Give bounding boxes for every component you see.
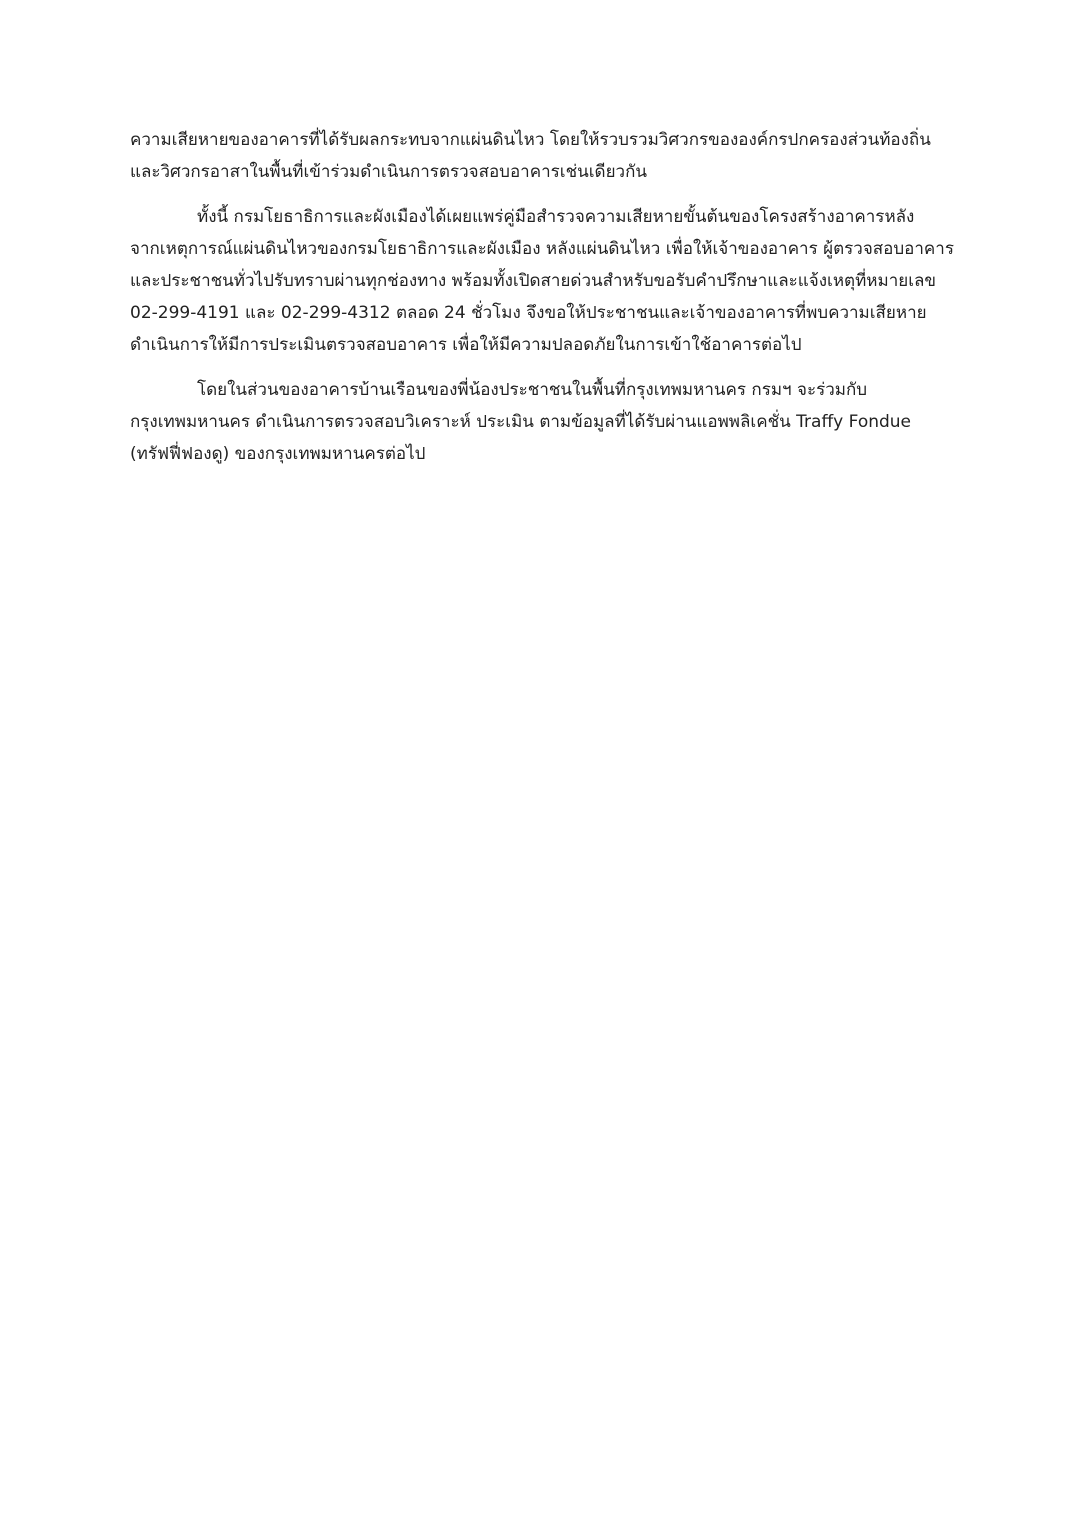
paragraph-line: ความเสียหายของอาคารที่ได้รับผลกระทบจากแผ่นดินไหว โดยให้รวบรวมวิศวกรขององค์กรปกครองส่วนท้องถิ่น — [130, 130, 931, 150]
paragraph-line: กรุงเทพมหานคร ดำเนินการตรวจสอบวิเคราะห์ ประเมิน ตามข้อมูลที่ได้รับผ่านแอพพลิเคชั่น Traffy Fondue — [130, 412, 912, 432]
paragraph-line: จากเหตุการณ์แผ่นดินไหวของกรมโยธาธิการและผังเมือง หลังแผ่นดินไหว เพื่อให้เจ้าของอาคาร ผู้ตรวจสอบอาคาร — [130, 239, 954, 259]
paragraph-spacer — [130, 361, 1000, 374]
paragraph-line: (ทรัฟฟี่ฟองดู) ของกรุงเทพมหานครต่อไป — [130, 444, 426, 464]
paragraph-1 — [130, 124, 1000, 188]
paragraph-line: ทั้งนี้ กรมโยธาธิการและผังเมืองได้เผยแพร่คู่มือสำรวจความเสียหายขั้นต้นของโครงสร้างอาคารหลัง — [197, 207, 915, 227]
paragraph-line: ดำเนินการให้มีการประเมินตรวจสอบอาคาร เพื่อให้มีความปลอดภัยในการเข้าใช้อาคารต่อไป — [130, 335, 802, 355]
paragraph-spacer — [130, 188, 1000, 201]
paragraph-line: และประชาชนทั่วไปรับทราบผ่านทุกช่องทาง พร้อมทั้งเปิดสายด่วนสำหรับขอรับคำปรึกษาและแจ้งเหตุที่หมายเลข — [130, 271, 937, 291]
paragraph-line: และวิศวกรอาสาในพื้นที่เข้าร่วมดำเนินการตรวจสอบอาคารเช่นเดียวกัน — [130, 162, 648, 182]
paragraph-3 — [130, 374, 1000, 470]
paragraph-line: โดยในส่วนของอาคารบ้านเรือนของพี่น้องประชาชนในพื้นที่กรุงเทพมหานคร กรมฯ จะร่วมกับ — [197, 380, 868, 400]
paragraph-2 — [130, 201, 1000, 361]
document-body — [130, 124, 1000, 470]
paragraph-line: 02-299-4191 และ 02-299-4312 ตลอด 24 ชั่วโมง จึงขอให้ประชาชนและเจ้าของอาคารที่พบความเสียหาย — [130, 303, 927, 323]
